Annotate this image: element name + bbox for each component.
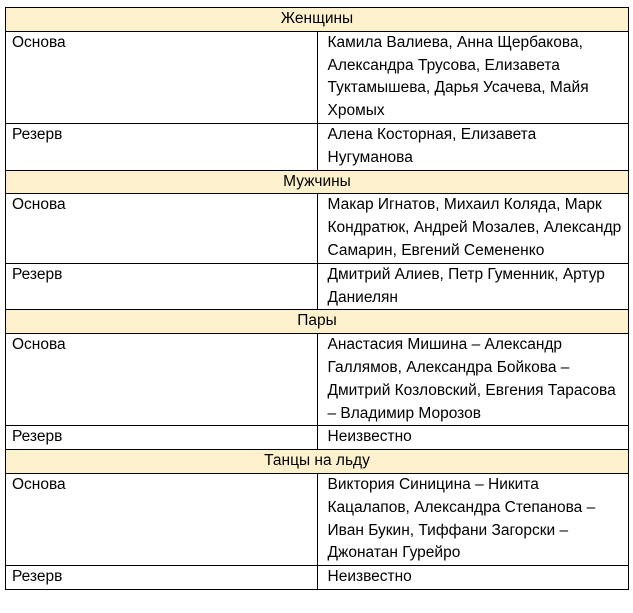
table-row [6, 263, 629, 310]
section-header-row [6, 8, 629, 32]
row-label: Основа [6, 473, 318, 565]
table-row [6, 194, 629, 263]
row-label: Резерв [6, 426, 318, 450]
row-value: Неизвестно [317, 566, 629, 590]
table-row [6, 31, 629, 123]
section-header-row [6, 450, 629, 474]
table-row [6, 566, 629, 590]
section-header-pairs: Пары [6, 310, 629, 334]
row-value: Камила Валиева, Анна Щербакова, Александра Трусова, Елизавета Туктамышева, Дарья Усачева, Майя Хромых [317, 31, 629, 123]
section-header-row [6, 310, 629, 334]
team-roster-table [5, 7, 629, 590]
row-value: Алена Косторная, Елизавета Нугуманова [317, 123, 629, 170]
row-label: Резерв [6, 123, 318, 170]
row-label: Основа [6, 194, 318, 263]
section-header-row [6, 170, 629, 194]
row-label: Основа [6, 334, 318, 426]
row-label: Резерв [6, 263, 318, 310]
table-row [6, 334, 629, 426]
section-header-men: Мужчины [6, 170, 629, 194]
row-value: Неизвестно [317, 426, 629, 450]
table-row [6, 123, 629, 170]
row-value: Макар Игнатов, Михаил Коляда, Марк Кондратюк, Андрей Мозалев, Александр Самарин, Евгений Семененко [317, 194, 629, 263]
row-value: Виктория Синицина – Никита Кацалапов, Александра Степанова – Иван Букин, Тиффани Загорски – Джонатан Гурейро [317, 473, 629, 565]
table-row [6, 426, 629, 450]
row-value: Анастасия Мишина – Александр Галлямов, Александра Бойкова – Дмитрий Козловский, Евгения Тарасова – Владимир Морозов [317, 334, 629, 426]
row-label: Резерв [6, 566, 318, 590]
table-row [6, 473, 629, 565]
section-header-women: Женщины [6, 8, 629, 32]
section-header-ice-dance: Танцы на льду [6, 450, 629, 474]
row-value: Дмитрий Алиев, Петр Гуменник, Артур Даниелян [317, 263, 629, 310]
row-label: Основа [6, 31, 318, 123]
